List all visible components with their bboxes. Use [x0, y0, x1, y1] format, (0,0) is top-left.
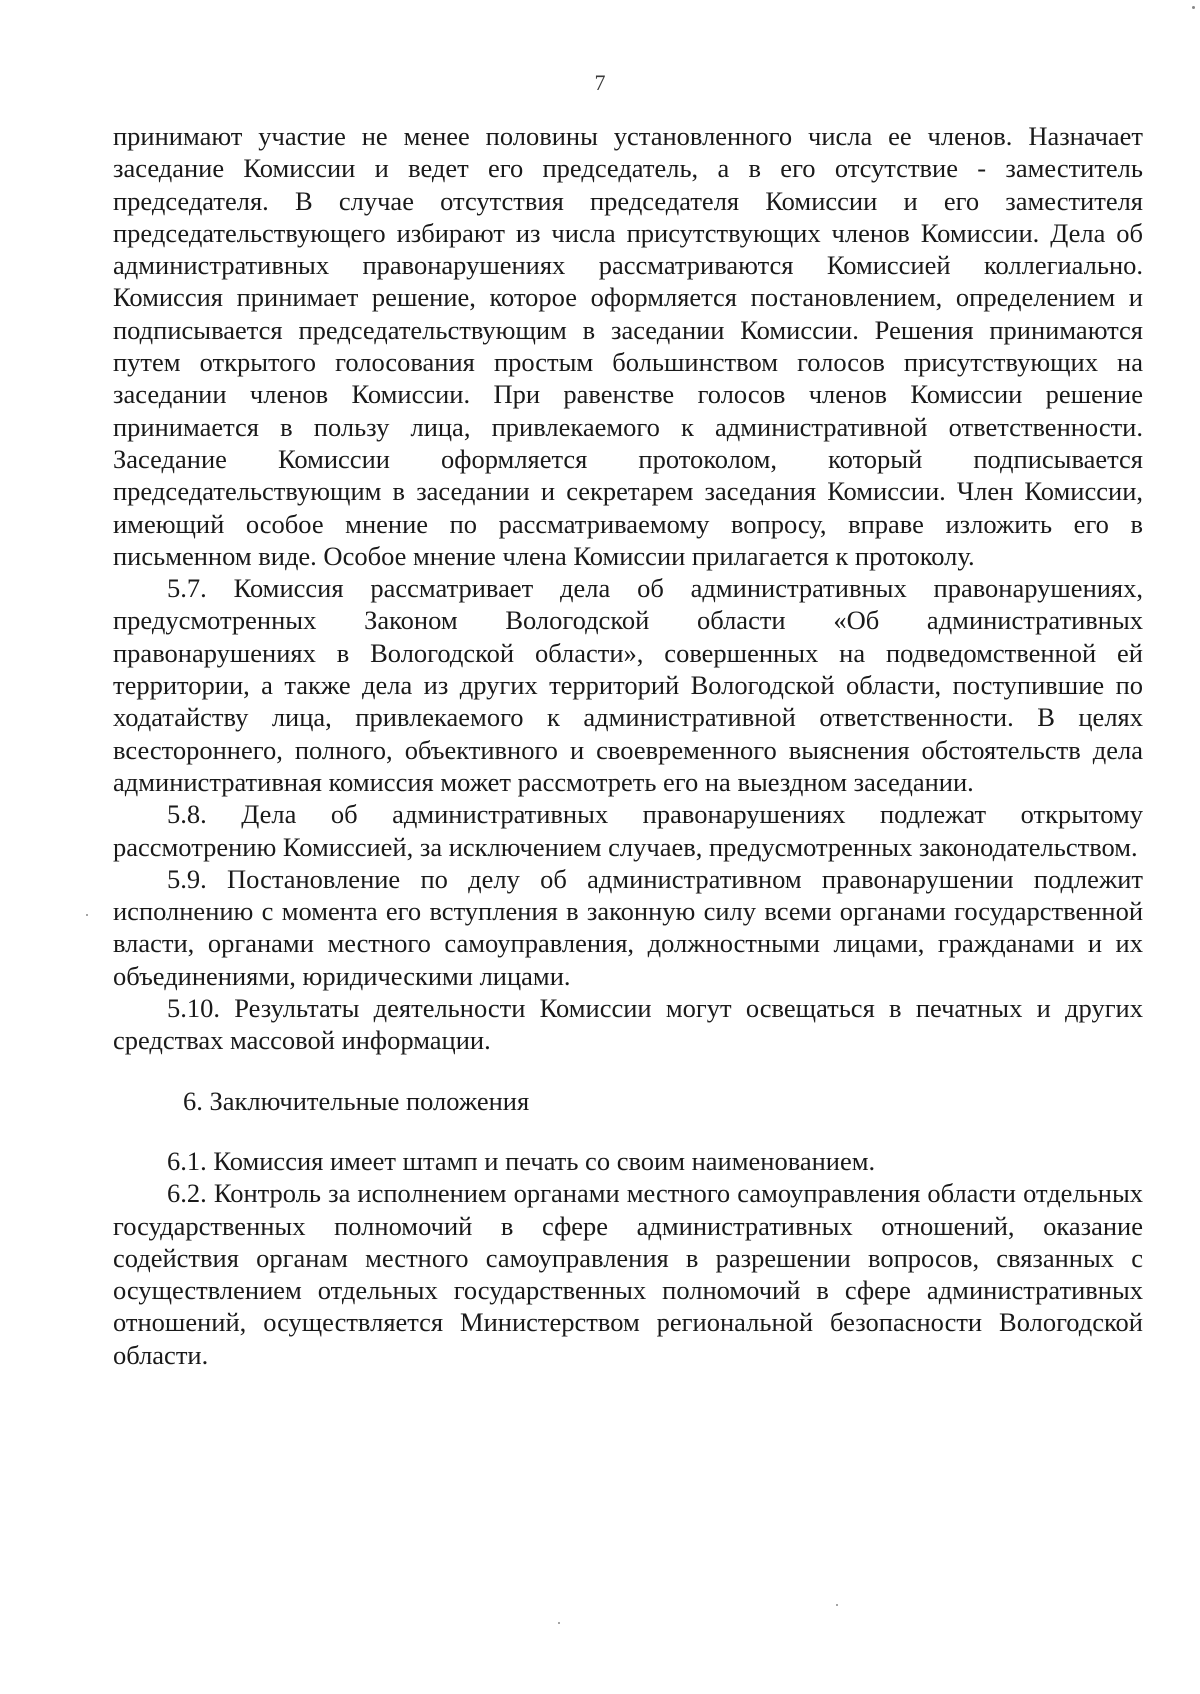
paragraph-continuation: принимают участие не менее половины установленного числа ее членов. Назначает заседание Комиссии и ведет его председатель, а в его отсутствие - заместитель председателя. В случае отсутствия председателя Комиссии и его заместителя председательствующего избирают из числа присутствующих членов Комиссии. Дела об административных правонарушениях рассматриваются Комиссией коллегиально. Комиссия принимает решение, которое оформляется постановлением, определением и подписывается председательствующим в заседании Комиссии. Решения принимаются путем открытого голосования простым большинством голосов присутствующих на заседании членов Комиссии. При равенстве голосов членов Комиссии решение принимается в пользу лица, привлекаемого к административной ответственности. Заседание Комиссии оформляется протоколом, который подписывается председательствующим в заседании и секретарем заседания Комиссии. Член Комиссии, имеющий особое мнение по рассматриваемому вопросу, вправе изложить его в письменном виде. Особое мнение члена Комиссии прилагается к протоколу.	[113, 121, 1143, 571]
paragraph-5-9: 5.9. Постановление по делу об административном правонарушении подлежит исполнению с момента его вступления в законную силу всеми органами государственной власти, органами местного самоуправления, должностными лицами, гражданами и их объединениями, юридическими лицами.	[113, 863, 1143, 991]
paragraph-5-7: 5.7. Комиссия рассматривает дела об административных правонарушениях, предусмотренных Законом Вологодской области «Об административных правонарушениях в Вологодской области», совершенных на подведомственной ей территории, а также дела из других территорий Вологодской области, поступившие по ходатайству лица, привлекаемого к административной ответственности. В целях всестороннего, полного, объективного и своевременного выяснения обстоятельств дела административная комиссия может рассмотреть его на выездном заседании.	[113, 573, 1143, 797]
page-number: 7	[594, 70, 606, 95]
section-6-heading: 6. Заключительные положения	[183, 1085, 530, 1116]
paragraph-5-8: 5.8. Дела об административных правонарушениях подлежат открытому рассмотрению Комиссией, за исключением случаев, предусмотренных законодательством.	[113, 799, 1143, 862]
scan-speck	[86, 914, 88, 916]
paragraph-6-1: 6.1. Комиссия имеет штамп и печать со своим наименованием.	[167, 1145, 876, 1176]
scan-speck	[836, 1604, 838, 1606]
scan-speck	[558, 1622, 560, 1624]
scan-speck	[1192, 6, 1195, 9]
document-body	[113, 120, 1143, 1371]
paragraph-5-10: 5.10. Результаты деятельности Комиссии могут освещаться в печатных и других средствах массовой информации.	[113, 993, 1143, 1056]
paragraph-6-2: 6.2. Контроль за исполнением органами местного самоуправления области отдельных государственных полномочий в сфере административных отношений, оказание содействия органам местного самоуправления в разрешении вопросов, связанных с осуществлением отдельных государственных полномочий в сфере административных отношений, осуществляется Министерством региональной безопасности Вологодской области.	[113, 1178, 1143, 1370]
